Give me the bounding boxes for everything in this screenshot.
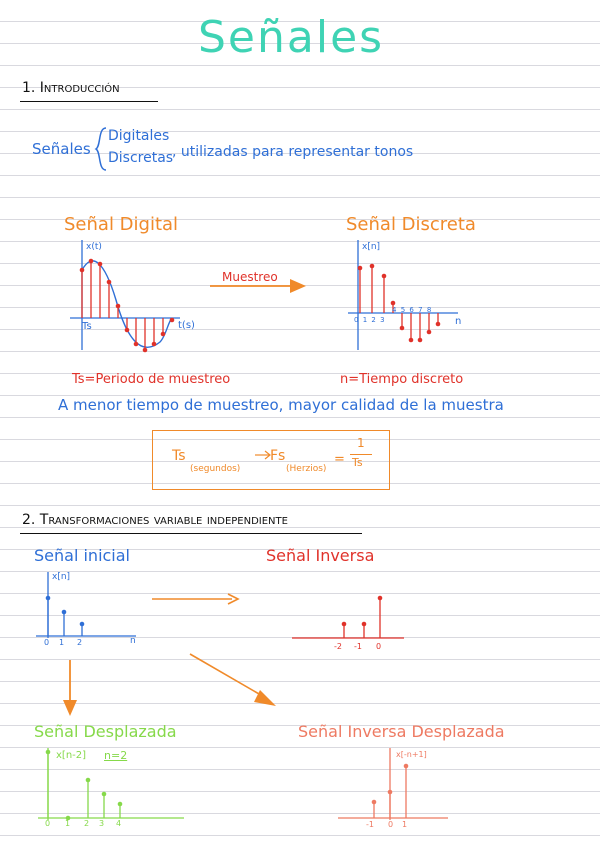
formula-fs-unit: (Herzios) [286, 464, 327, 474]
formula-fs: Fs [270, 448, 286, 464]
shifted-sample-dot [86, 778, 91, 783]
digital-signal-graph [60, 240, 200, 370]
quality-note: A menor tiempo de muestreo, mayor calidad de la muestra [58, 396, 504, 414]
muestreo-arrow [210, 278, 310, 298]
initial-sample-dot [62, 610, 67, 615]
inverse-signal-graph [292, 586, 412, 646]
section-1-heading: 1. Introducción [22, 80, 120, 96]
formula-fraction-bar [350, 454, 372, 455]
inv-shifted-tick-neg1: -1 [366, 820, 374, 829]
shifted-sample-dot [46, 750, 51, 755]
discrete-signal-title: Señal Discreta [346, 214, 476, 235]
inverse-shifted-sample-dot [404, 764, 409, 769]
formula-equals: = [334, 452, 345, 467]
section-2-underline [20, 533, 362, 534]
formula-ts: Ts [172, 448, 186, 464]
shifted-tick-3: 3 [99, 819, 105, 828]
discrete-tick-7: 7 [418, 306, 424, 314]
discrete-tick-0: 0 [354, 316, 360, 324]
inverse-shifted-sample-dot [372, 800, 377, 805]
arrow-to-inverse [152, 592, 244, 608]
discrete-sample-dot [391, 301, 396, 306]
digital-sample-dot [107, 280, 112, 285]
digital-signal-title: Señal Digital [64, 214, 179, 235]
brace-item-digitales: Digitales [108, 128, 170, 144]
inverse-sample-dot [362, 622, 367, 627]
discrete-tick-8: 8 [426, 306, 433, 314]
shifted-tick-4: 4 [116, 819, 122, 828]
ts-caption: Ts=Periodo de muestreo [72, 372, 231, 387]
inverse-signal-title: Señal Inversa [266, 546, 375, 565]
discrete-sample-dot [409, 338, 414, 343]
discrete-tick-4: 4 [392, 306, 398, 314]
discrete-sample-dot [436, 322, 441, 327]
discrete-sample-dot [418, 338, 423, 343]
discrete-tick-5: 5 [400, 306, 407, 314]
senales-label: Señales [32, 140, 91, 158]
discrete-x-label: n [455, 316, 462, 327]
discrete-sample-dot [427, 330, 432, 335]
digital-y-label: x(t) [86, 242, 102, 252]
digital-ts-label: Ts [82, 321, 92, 332]
shifted-n-label: n=2 [104, 749, 128, 762]
initial-signal-title: Señal inicial [34, 546, 130, 565]
digital-sample-dot [161, 332, 166, 337]
inverse-shifted-y-label: x[-n+1] [396, 750, 427, 759]
shifted-sample-dot [118, 802, 123, 807]
section-2-heading: 2. Transformaciones variable independiente [22, 512, 288, 528]
initial-tick-1: 1 [59, 638, 65, 647]
digital-sample-dot [152, 342, 157, 347]
digital-sample-dot [134, 342, 139, 347]
shifted-tick-0: 0 [45, 819, 51, 828]
discrete-signal-graph [340, 240, 470, 360]
initial-sample-dot [46, 596, 51, 601]
initial-sample-dot [80, 622, 85, 627]
inverse-tick-neg1: -1 [354, 642, 362, 651]
formula-numerator: 1 [357, 436, 365, 450]
brace-tail: , utilizadas para representar tonos [172, 144, 414, 160]
initial-tick-2: 2 [77, 638, 83, 647]
inverse-tick-0: 0 [376, 642, 382, 651]
discrete-tick-2: 2 [371, 316, 377, 324]
discrete-tick-1: 1 [362, 316, 369, 324]
shifted-tick-2: 2 [84, 819, 90, 828]
discrete-sample-dot [382, 274, 387, 279]
discrete-sample-dot [400, 326, 405, 331]
section-1-underline [20, 101, 158, 102]
digital-x-label: t(s) [178, 320, 195, 331]
inv-shifted-tick-1: 1 [402, 820, 408, 829]
shifted-tick-1: 1 [65, 819, 71, 828]
discrete-sample-dot [358, 266, 363, 271]
initial-tick-0: 0 [44, 638, 50, 647]
discrete-sample-dot [370, 264, 375, 269]
inverse-sample-dot [342, 622, 347, 627]
muestreo-label: Muestreo [222, 270, 278, 284]
shifted-y-label: x[n-2] [56, 750, 87, 761]
digital-sample-dot [143, 348, 148, 353]
discrete-tick-labels-b [392, 306, 432, 314]
arrow-to-inverse-shifted [188, 652, 284, 712]
inverse-shifted-sample-dot [388, 790, 393, 795]
digital-sample-dot [98, 262, 103, 267]
inv-shifted-tick-0: 0 [388, 820, 394, 829]
inverse-shifted-graph [338, 748, 458, 828]
formula-ts-unit: (segundos) [190, 464, 241, 474]
digital-sample-dot [116, 304, 121, 309]
digital-sample-dot [89, 259, 94, 264]
initial-y-label: x[n] [52, 572, 71, 582]
curly-brace [94, 126, 108, 172]
digital-sample-dot [80, 268, 85, 273]
arrow-to-shifted [60, 660, 80, 720]
discrete-y-label: x[n] [362, 242, 381, 252]
shifted-signal-title: Señal Desplazada [34, 722, 177, 741]
discrete-tick-6: 6 [409, 306, 415, 314]
discrete-tick-3: 3 [380, 316, 386, 324]
discrete-tick-labels [354, 316, 386, 324]
n-caption: n=Tiempo discreto [340, 372, 464, 387]
shifted-sample-dot [102, 792, 107, 797]
digital-sample-dot [125, 328, 130, 333]
brace-item-discretas: Discretas [108, 150, 174, 166]
page-title: Señales [198, 12, 385, 63]
inverse-sample-dot [378, 596, 383, 601]
initial-x-label: n [130, 636, 136, 646]
inverse-tick-neg2: -2 [334, 642, 342, 651]
inverse-shifted-title: Señal Inversa Desplazada [298, 722, 505, 741]
formula-denominator: Ts [352, 456, 363, 469]
digital-sample-dot [170, 318, 175, 323]
